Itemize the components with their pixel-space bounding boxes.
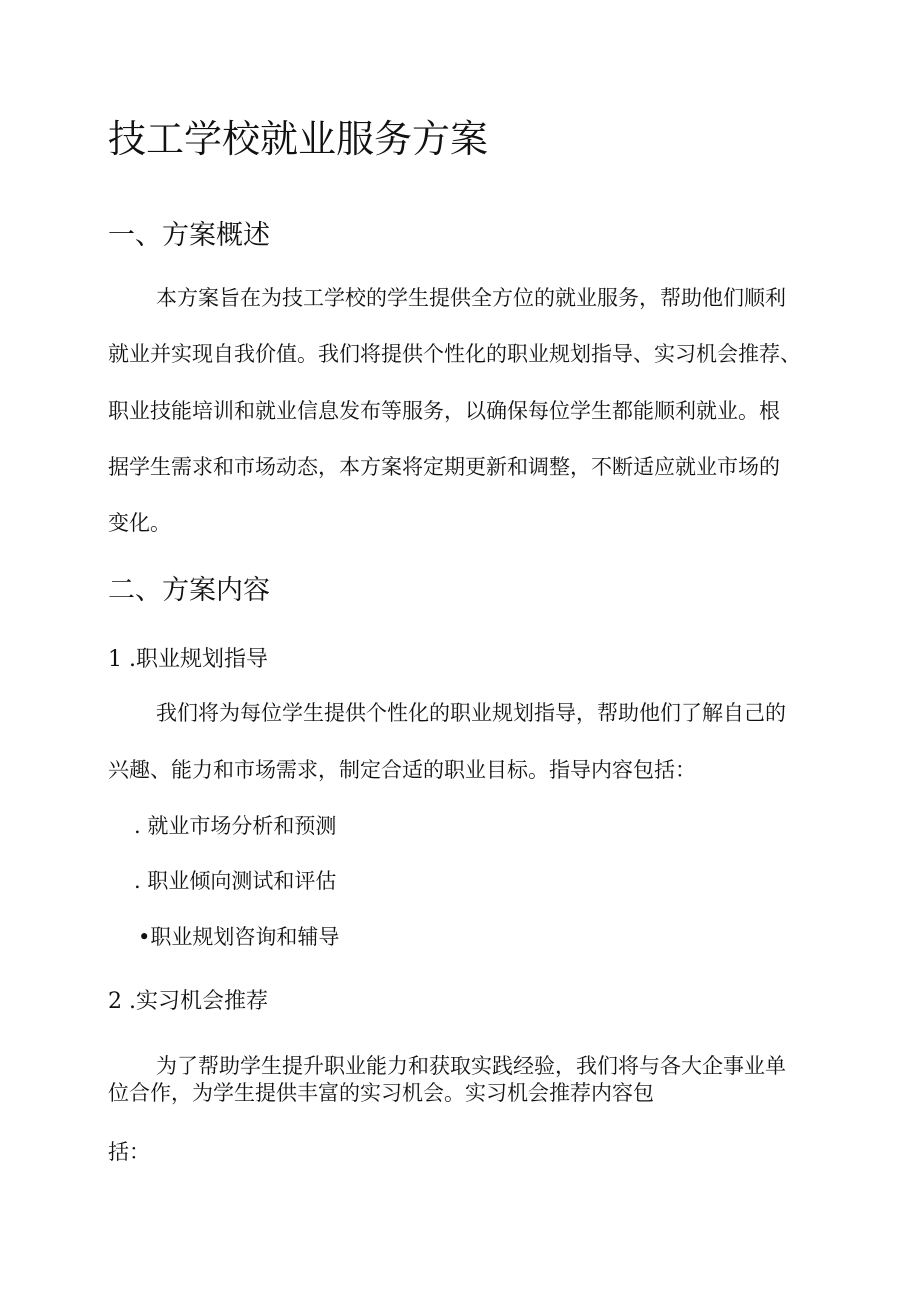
paragraph-line: 兴趣、能力和市场需求，制定合适的职业目标。指导内容包括： <box>108 758 696 782</box>
section-heading-content: 二、方案内容 <box>108 575 270 606</box>
document-title: 技工学校就业服务方案 <box>108 117 489 161</box>
list-item: . 职业倾向测试和评估 <box>134 869 337 893</box>
paragraph-line: 为了帮助学生提升职业能力和获取实践经验，我们将与各大企事业单 <box>156 1054 786 1078</box>
paragraph-line: 我们将为每位学生提供个性化的职业规划指导，帮助他们了解自己的 <box>156 701 786 725</box>
section-heading-overview: 一、方案概述 <box>108 220 270 251</box>
paragraph-line: 变化。 <box>108 511 171 535</box>
list-item: •职业规划咨询和辅导 <box>138 925 340 949</box>
paragraph-line: 职业技能培训和就业信息发布等服务，以确保每位学生都能顺利就业。根 <box>108 399 780 423</box>
subsection-heading-career-planning: 1 .职业规划指导 <box>108 647 268 672</box>
paragraph-line: 据学生需求和市场动态，本方案将定期更新和调整，不断适应就业市场的 <box>108 455 780 479</box>
paragraph-line: 就业并实现自我价值。我们将提供个性化的职业规划指导、实习机会推荐、 <box>108 342 801 366</box>
subsection-heading-internship: 2 .实习机会推荐 <box>108 989 268 1014</box>
paragraph-line: 位合作，为学生提供丰富的实习机会。实习机会推荐内容包 <box>108 1081 654 1105</box>
paragraph-line: 括： <box>108 1140 150 1164</box>
list-item: . 就业市场分析和预测 <box>134 814 337 838</box>
paragraph-line: 本方案旨在为技工学校的学生提供全方位的就业服务，帮助他们顺利 <box>156 286 786 310</box>
